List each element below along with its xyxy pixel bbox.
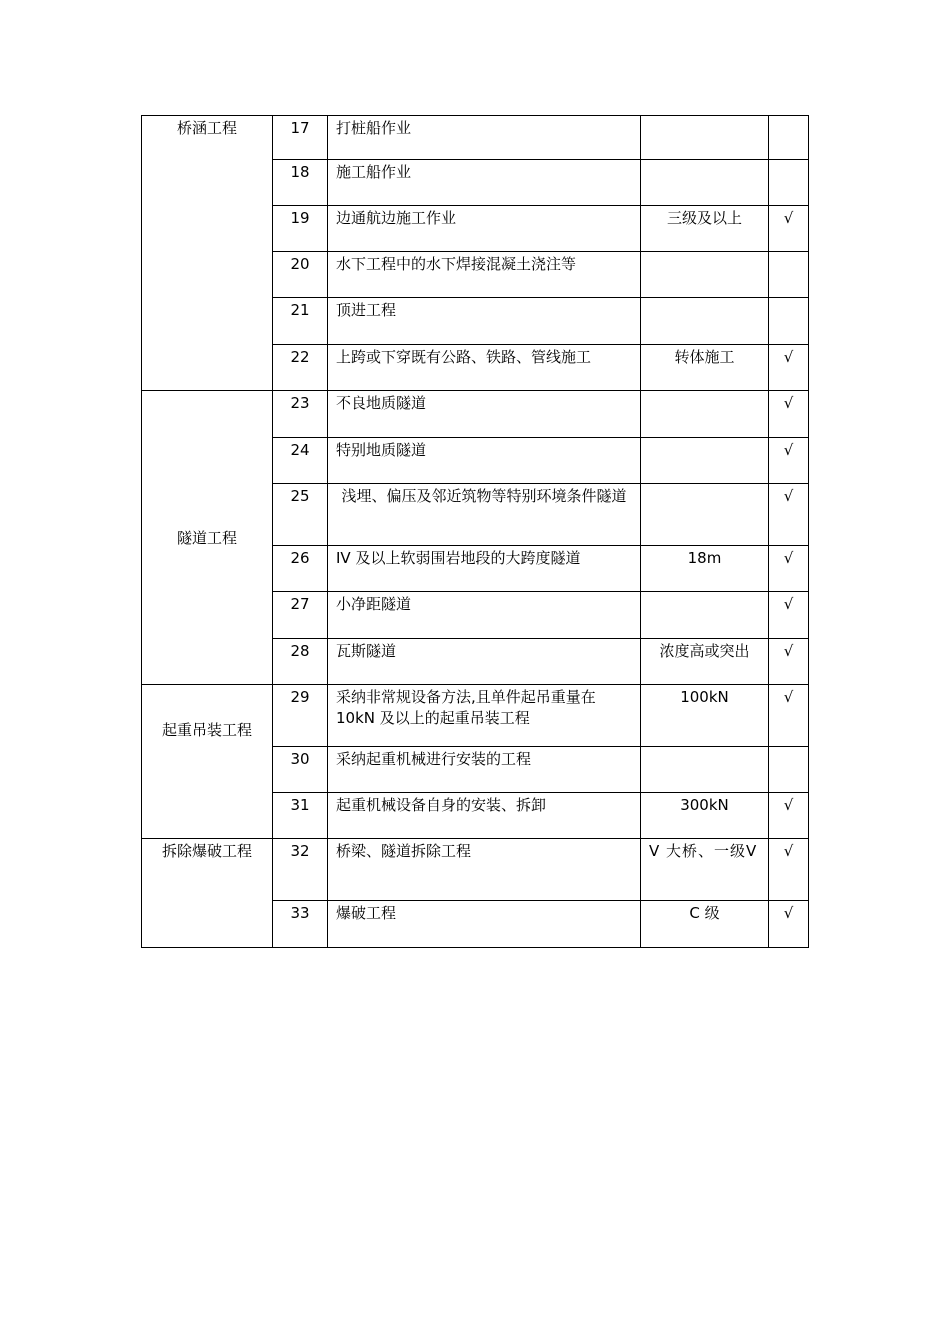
item-condition: 18m [641, 546, 769, 592]
check-mark: √ [769, 345, 809, 391]
check-mark: √ [769, 206, 809, 252]
row-number: 29 [273, 685, 328, 747]
item-name: 打桩船作业 [328, 116, 641, 160]
row-number: 19 [273, 206, 328, 252]
check-mark: √ [769, 438, 809, 484]
category-cell-lifting [142, 685, 273, 839]
item-condition: V 大桥、一级V [641, 839, 769, 901]
check-mark: √ [769, 839, 809, 901]
check-mark: √ [769, 685, 809, 747]
check-mark: √ [769, 901, 809, 948]
check-mark [769, 298, 809, 345]
row-number: 27 [273, 592, 328, 639]
row-number: 20 [273, 252, 328, 298]
row-number: 32 [273, 839, 328, 901]
item-condition [641, 116, 769, 160]
check-mark: √ [769, 793, 809, 839]
item-name: 爆破工程 [328, 901, 641, 948]
item-condition [641, 160, 769, 206]
row-number: 30 [273, 747, 328, 793]
table-row [142, 391, 809, 438]
row-number: 31 [273, 793, 328, 839]
item-name: 采纳起重机械进行安装的工程 [328, 747, 641, 793]
item-name: 顶进工程 [328, 298, 641, 345]
category-cell-demolition: 拆除爆破工程 [142, 839, 273, 948]
row-number: 18 [273, 160, 328, 206]
item-name: 采纳非常规设备方法,且单件起吊重量在10kN 及以上的起重吊装工程 [328, 685, 641, 747]
item-name: 瓦斯隧道 [328, 639, 641, 685]
item-name: 上跨或下穿既有公路、铁路、管线施工 [328, 345, 641, 391]
category-cell-bridge: 桥涵工程 [142, 116, 273, 391]
row-number: 23 [273, 391, 328, 438]
item-name: 施工船作业 [328, 160, 641, 206]
check-mark [769, 116, 809, 160]
check-mark: √ [769, 592, 809, 639]
item-name: 起重机械设备自身的安装、拆卸 [328, 793, 641, 839]
item-condition: 转体施工 [641, 345, 769, 391]
check-mark [769, 160, 809, 206]
item-condition [641, 484, 769, 546]
category-cell-tunnel: 隧道工程 [142, 391, 273, 685]
item-condition: 三级及以上 [641, 206, 769, 252]
check-mark: √ [769, 484, 809, 546]
item-condition: C 级 [641, 901, 769, 948]
item-name: 边通航边施工作业 [328, 206, 641, 252]
item-name: 特别地质隧道 [328, 438, 641, 484]
item-name: 小净距隧道 [328, 592, 641, 639]
row-number: 22 [273, 345, 328, 391]
row-number: 17 [273, 116, 328, 160]
check-mark [769, 747, 809, 793]
table-row [142, 116, 809, 160]
table-row [142, 839, 809, 901]
item-condition [641, 252, 769, 298]
item-name: 不良地质隧道 [328, 391, 641, 438]
item-name: 桥梁、隧道拆除工程 [328, 839, 641, 901]
row-number: 25 [273, 484, 328, 546]
check-mark: √ [769, 391, 809, 438]
row-number: 24 [273, 438, 328, 484]
item-name: IV 及以上软弱围岩地段的大跨度隧道 [328, 546, 641, 592]
item-condition [641, 438, 769, 484]
item-condition [641, 391, 769, 438]
row-number: 21 [273, 298, 328, 345]
item-name: 水下工程中的水下焊接混凝土浇注等 [328, 252, 641, 298]
row-number: 26 [273, 546, 328, 592]
item-condition [641, 592, 769, 639]
item-condition: 300kN [641, 793, 769, 839]
row-number: 33 [273, 901, 328, 948]
check-mark [769, 252, 809, 298]
row-number: 28 [273, 639, 328, 685]
table-row [142, 685, 809, 747]
item-condition: 100kN [641, 685, 769, 747]
check-mark: √ [769, 546, 809, 592]
item-condition [641, 298, 769, 345]
hazard-project-table [141, 115, 809, 948]
category-label: 起重吊装工程 [161, 721, 252, 739]
item-name: 浅埋、偏压及邻近筑物等特别环境条件隧道 [328, 484, 641, 546]
item-condition: 浓度高或突出 [641, 639, 769, 685]
check-mark: √ [769, 639, 809, 685]
item-condition [641, 747, 769, 793]
